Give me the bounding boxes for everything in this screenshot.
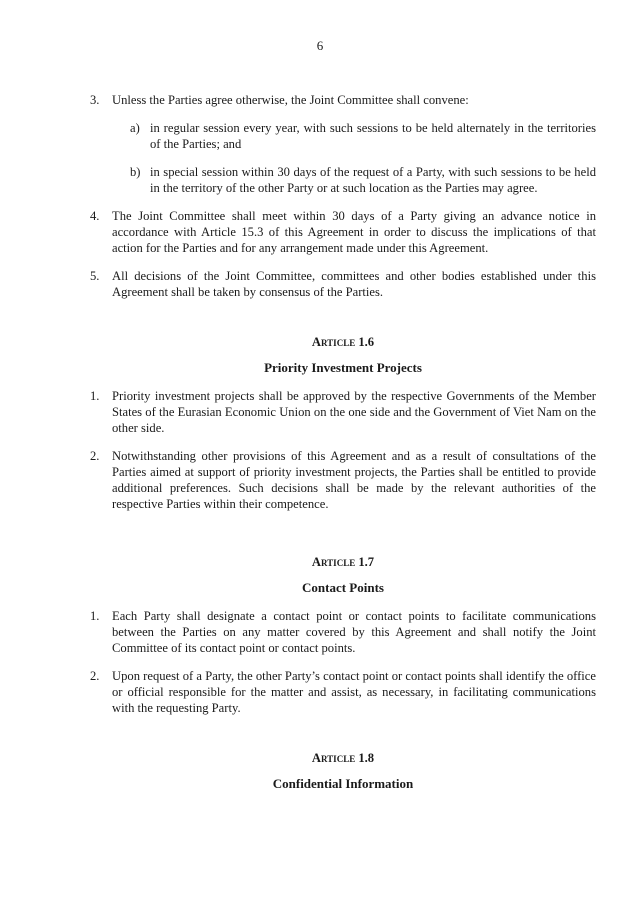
paragraph-text: All decisions of the Joint Committee, committees and other bodies established under this Agreement shall be taken by consensus of the Parties. (112, 269, 596, 299)
article-1-7-title: Contact Points (302, 580, 384, 595)
article-1-6-paragraph-2 (90, 448, 596, 512)
paragraph-number: 2. (90, 449, 100, 463)
subparagraph-letter: a) (130, 121, 140, 135)
article-1-6-paragraph-1 (90, 388, 596, 436)
article-1-6-heading: Article 1.6 (311, 335, 375, 349)
article-1-8-heading: Article 1.8 (311, 751, 375, 765)
article-1-6-title: Priority Investment Projects (264, 360, 422, 375)
paragraph-text: The Joint Committee shall meet within 30 days of a Party giving an advance notice in accordance with Article 15.3 of this Agreement in order to discuss the implications of that action for the Parties and for any arrangement made under this Agreement. (112, 209, 596, 255)
paragraph-4 (90, 208, 596, 256)
article-1-7-heading: Article 1.7 (311, 555, 375, 569)
paragraph-text: Notwithstanding other provisions of this Agreement and as a result of consultations of the Parties aimed at support of priority investment projects, the Parties shall be entitled to provide additional preferences. Such decisions shall be made by the relevant authorities of the respective Parties within their competence. (112, 449, 596, 511)
paragraph-5 (90, 268, 596, 300)
paragraph-number: 1. (90, 609, 100, 623)
article-1-7-paragraph-2 (90, 668, 596, 716)
paragraph-number: 5. (90, 269, 100, 283)
paragraph-3 (90, 92, 596, 108)
paragraph-text: Each Party shall designate a contact point or contact points to facilitate communications between the Parties on any matter covered by this Agreement and shall notify the Joint Committee of its contact point or contact points. (112, 609, 596, 655)
paragraph-text: Upon request of a Party, the other Party’s contact point or contact points shall identify the office or official responsible for the matter and assist, as necessary, in facilitating communications with the requesting Party. (112, 669, 596, 715)
subparagraph-letter: b) (130, 165, 141, 179)
subparagraph-b (130, 164, 596, 196)
paragraph-number: 4. (90, 209, 100, 223)
subparagraph-text: in special session within 30 days of the request of a Party, with such sessions to be held in the territory of the other Party or at such location as the Parties may agree. (150, 165, 596, 195)
paragraph-number: 2. (90, 669, 100, 683)
article-1-7-paragraph-1 (90, 608, 596, 656)
subparagraph-text: in regular session every year, with such sessions to be held alternately in the territories of the Parties; and (150, 121, 596, 151)
paragraph-text: Unless the Parties agree otherwise, the Joint Committee shall convene: (112, 93, 469, 107)
document-body (90, 92, 596, 792)
paragraph-number: 3. (90, 93, 100, 107)
paragraph-number: 1. (90, 389, 100, 403)
paragraph-text: Priority investment projects shall be approved by the respective Governments of the Member States of the Eurasian Economic Union on the one side and the Government of Viet Nam on the other side. (112, 389, 596, 435)
page-number: 6 (316, 38, 324, 53)
subparagraph-a (130, 120, 596, 152)
article-1-8-title: Confidential Information (272, 776, 414, 791)
